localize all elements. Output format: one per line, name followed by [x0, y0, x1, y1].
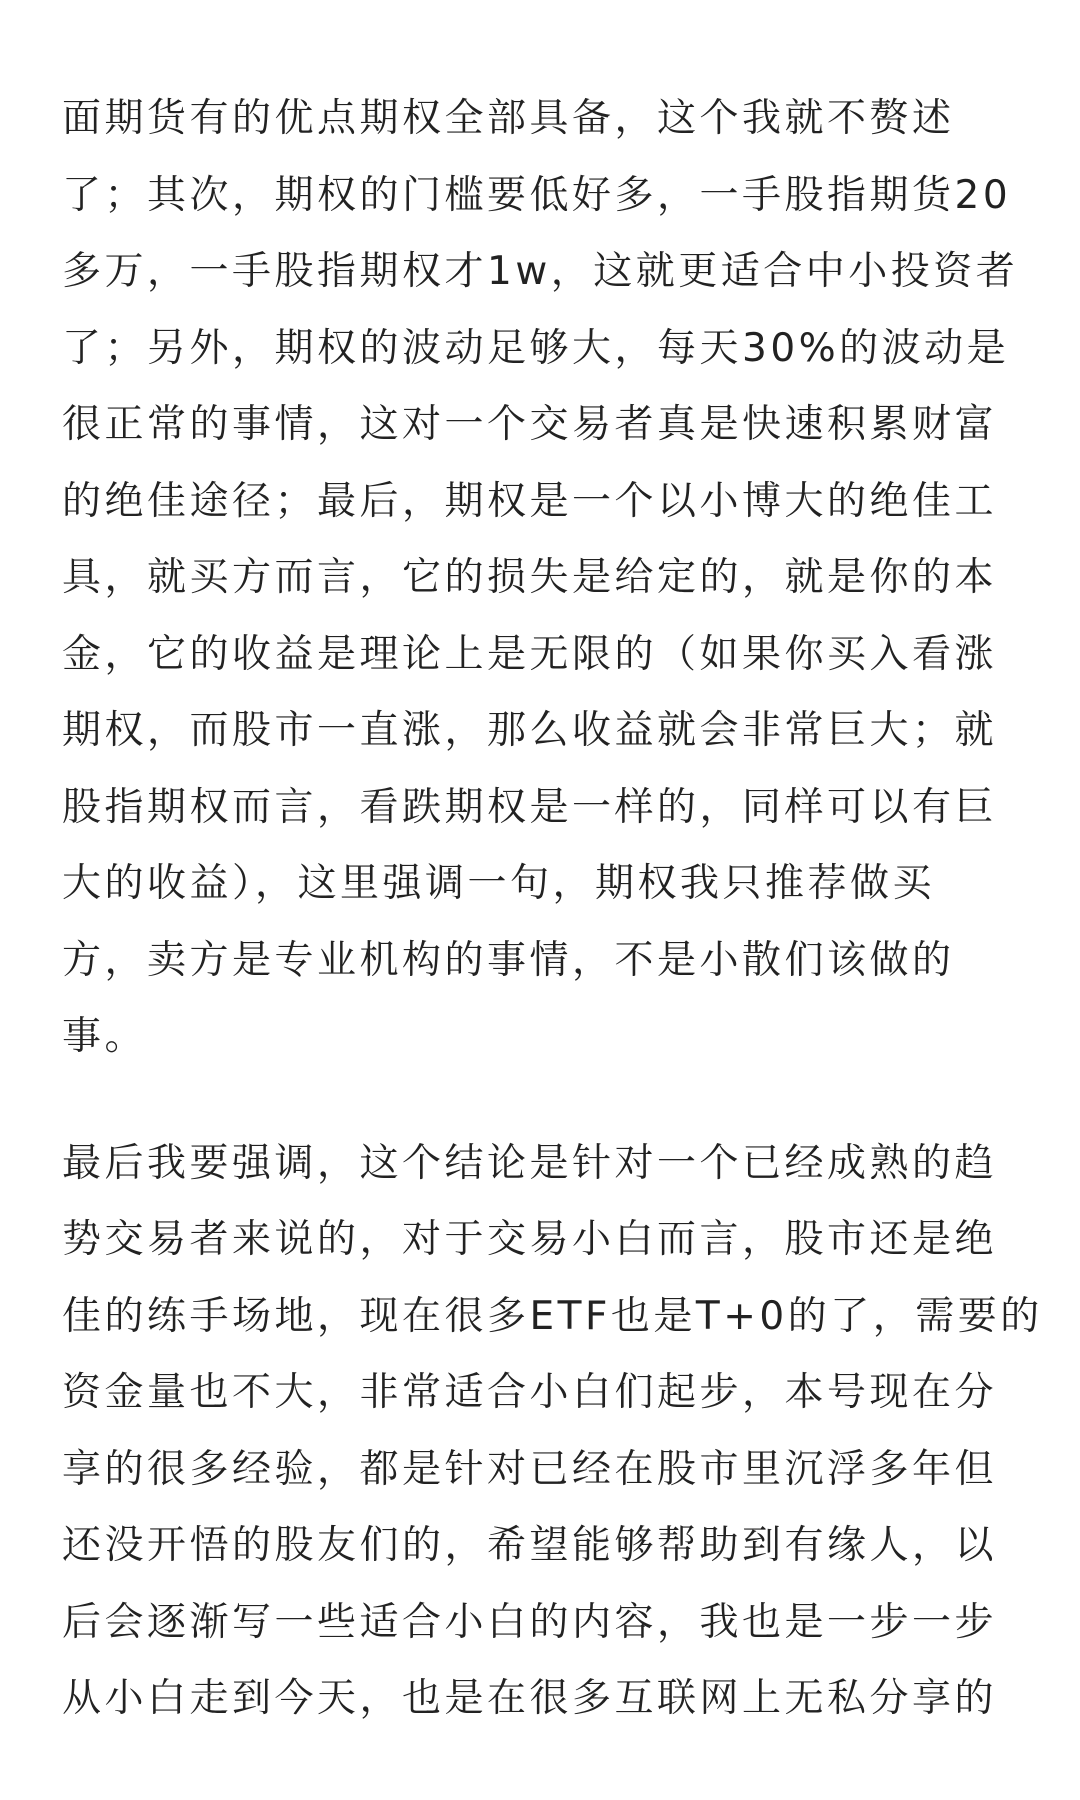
text-line: 的绝佳途径；最后，期权是一个以小博大的绝佳工 [62, 478, 998, 524]
text-line: 面期货有的优点期权全部具备，这个我就不赘述 [62, 96, 955, 141]
paragraph-gap [62, 1076, 1022, 1126]
text-line: 势交易者来说的，对于交易小白而言，股市还是绝 [62, 1217, 998, 1262]
text-line: 佳的练手场地，现在很多ETF也是T+0的了，需要的 [62, 1293, 1043, 1339]
text-line: 多万，一手股指期权才1w，这就更适合中小投资者 [62, 249, 1019, 294]
text-line: 具，就买方而言，它的损失是给定的，就是你的本 [62, 555, 998, 600]
text-line: 大的收益），这里强调一句，期权我只推荐做买 [62, 861, 936, 906]
text-line: 方，卖方是专业机构的事情，不是小散们该做的 [62, 937, 955, 983]
text-line: 还没开悟的股友们的，希望能够帮助到有缘人，以 [62, 1523, 998, 1568]
text-line: 金，它的收益是理论上是无限的（如果你买入看涨 [62, 631, 998, 677]
text-line: 从小白走到今天，也是在很多互联网上无私分享的 [62, 1676, 998, 1721]
text-line: 最后我要强调，这个结论是针对一个已经成熟的趋 [62, 1140, 998, 1186]
text-line: 了；另外，期权的波动足够大，每天30%的波动是 [62, 325, 1010, 371]
paragraph-1 [62, 81, 1022, 1076]
text-line: 股指期权而言，看跌期权是一样的，同样可以有巨 [62, 784, 998, 830]
paragraph-2 [62, 1126, 1043, 1738]
text-line: 很正常的事情，这对一个交易者真是快速积累财富 [62, 402, 998, 447]
text-line: 资金量也不大，非常适合小白们起步，本号现在分 [62, 1370, 998, 1415]
text-line: 后会逐渐写一些适合小白的内容，我也是一步一步 [62, 1599, 998, 1645]
article-body [62, 81, 1043, 1738]
text-line: 享的很多经验，都是针对已经在股市里沉浮多年但 [62, 1446, 998, 1492]
text-line: 了；其次，期权的门槛要低好多，一手股指期货20 [62, 172, 1012, 218]
text-line: 事。 [62, 1014, 148, 1059]
text-line: 期权，而股市一直涨，那么收益就会非常巨大；就 [62, 708, 998, 753]
